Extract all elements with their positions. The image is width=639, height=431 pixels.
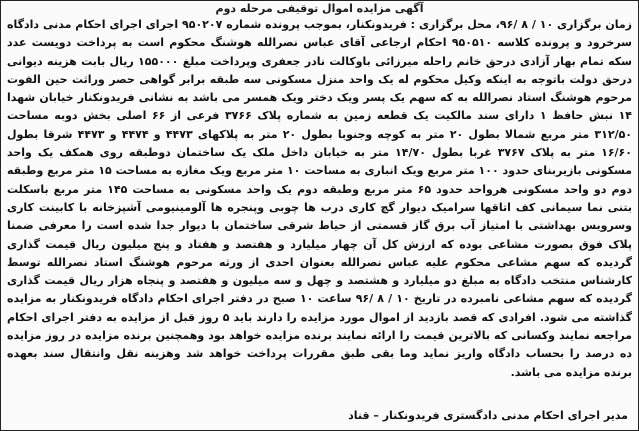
notice-body-paragraph: زمان برگزاری ۱۰ / ۸ /۹۶، محل برگزاری : فریدونکنار، بموجب پرونده شماره ۹۵۰۲۰۷ اجرای اجرای احکام مدنی دادگاه سرخرود و پرونده کلاسه ۹۵۰۵۱۰ احکام ارجاعی آقای عباس نصرالله هوشنگ محکوم است به پرداخت دویست عدد سکه تمام بهار آزادی درحق خانم راحله میرزائی باوکالت نادر جعفری وپرداخت مبلغ ۱۵۵۰۰۰ ریال بابت هزینه دیوانی درحق دولت باتوجه به اینکه وکیل محکوم له یک واحد منزل مسکونی سه طبقه برابر گواهی حصر وراثت حین الفوت مرحوم هوشنگ استاد نصرالله به که سهم یک پسر ویک دختر ویک همسر می باشد به نشانی فریدونکنار خیابان شهدا ۱۴ نبش حافظ ۱ دارای سند مالکیت یک قطعه زمین به شماره پلاک ۳۷۶۶ فرعی از ۶۶ اصلی بخش دوبه مساحت ۳۱۲/۵۰ متر مربع شمالا بطول ۲۰ متر به کوچه وجنوبا بطول ۲۰ متر به پلاکهای ۴۴۷۳ و ۴۴۷۴ و ۴۴۷۳ شرقا بطول ۱۶/۶۰ متر به پلاک ۳۷۶۷ غربا بطول ۱۴/۷۰ متر به خیابان داخل ملک یک ساختمان دوطبقه روی همکف یک واحد مسکونی بازیربنای حدود ۱۰۰ متر مربع ویک انباری به مساحت ۱۰ متر مربع ویک مغازه به مساحت ۱۵ متر مربع وطبقه دوم دو واحد مسکونی هرواحد حدود ۶۵ متر مربع وطبقه دوم یک واحد مسکونی به مساحت ۱۴۵ متر مربع باسکلت بتنی نما سیمانی کف اتاقها سرامیک دیوار گچ کاری درب ها چوبی وپنجره ها آلومینیومی آشپزخانه با کابینت کاری وسرویس بهداشتی با امتیاز آب برق گاز قسمتی از حیاط شرقی ساختمان با دیوار جدا شده است را معرفی ضمنا پلاک فوق بصورت مشاعی بوده که ارزش کل آن چهار میلیارد و هفتصد و هفتاد و پنج میلیون ریال قیمت گذاری گردیده که سهم مشاعی محکوم علیه عباس نصرالله بعنوان احدی از ورثه مرحوم هوشنگ استاد نصرالله توسط کارشناس منتخب دادگاه به مبلغ دو میلیارد و هشتصد و چهل و سه میلیون و هفتصد و پنجاه هزار ریال قیمت گذاری گردیده که سهم مشاعی نامبرده در تاریخ ۱۰ / ۸ /۹۶ ساعت ۱۰ صبح در دفتر اجرای احکام دادگاه فریدونکنار به مزایده گذاشته می شود. افرادی که قصد بازدید از اموال مورد مزایده را دارند باید ۵ روز قبل از مزایده به دفتر اجرای احکام مراجعه نمایند وکسانی که بالاترین قیمت را ارائه نمایند برنده مزایده خواهد بود وهمچنین برنده مزایده در روز مزایده ده درصد را بحساب دادگاه واریز نماید وما بقی طبق مقررات پرداخت خواهد شد وهزینه نقل وانتقال سند بعهده برنده مزایده می باشد. (7, 18, 633, 379)
notice-body (7, 16, 632, 382)
notice-signature: مدیر اجرای احکام مدنی دادگستری فریدونکنار – قناد (348, 409, 628, 422)
notice-title: آگهی مزایده اموال توقیفی مرحله دوم (215, 2, 424, 15)
